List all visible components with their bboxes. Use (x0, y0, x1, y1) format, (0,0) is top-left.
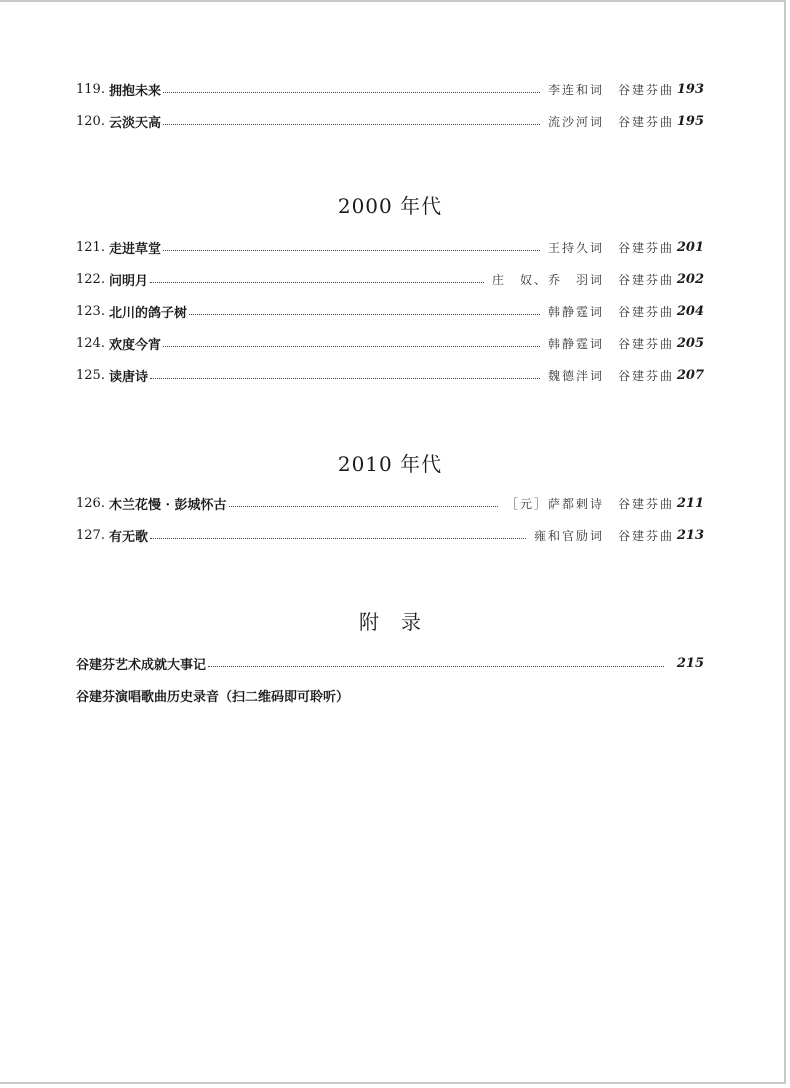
entry-number: 120. (76, 113, 105, 129)
entry-page-number: 207 (676, 367, 704, 383)
entry-composer: 谷建芬曲 (617, 528, 674, 543)
entry-lyricist: 庄 奴、乔 羽词 (491, 272, 604, 287)
entry-title: 走进草堂 (108, 241, 161, 257)
entry-composer: 谷建芬曲 (617, 272, 674, 287)
dot-leader (163, 123, 540, 125)
entry-page-number: 201 (676, 239, 704, 255)
entry-title: 木兰花慢 · 彭城怀古 (108, 497, 227, 513)
dot-leader (189, 313, 540, 315)
entry-page-number: 193 (676, 81, 704, 97)
dot-leader (163, 249, 540, 251)
toc-entry[interactable] (76, 492, 704, 514)
appendix-entry[interactable] (76, 684, 704, 706)
dot-leader (150, 377, 540, 379)
entry-lyricist: 李连和词 (547, 82, 604, 97)
entry-composer: 谷建芬曲 (617, 304, 674, 319)
section-heading-2010s: 2010 年代 (337, 452, 443, 476)
entry-number: 122. (76, 271, 105, 287)
entry-page-number: 205 (676, 335, 704, 351)
entry-title: 读唐诗 (108, 369, 148, 385)
entry-page-number: 204 (676, 303, 704, 319)
toc-entry[interactable] (76, 268, 704, 290)
section-heading-2000s: 2000 年代 (337, 194, 443, 218)
appendix-entry-title: 谷建芬演唱歌曲历史录音（扫二维码即可聆听） (76, 689, 350, 705)
appendix-entry[interactable] (76, 652, 704, 674)
entry-lyricist: 雍和官励词 (533, 528, 604, 543)
entry-composer: 谷建芬曲 (617, 240, 674, 255)
appendix-entry-page-number: 215 (676, 655, 704, 671)
entry-title: 问明月 (108, 273, 148, 289)
entry-number: 126. (76, 495, 105, 511)
entry-number: 124. (76, 335, 105, 351)
entry-lyricist: 王持久词 (547, 240, 604, 255)
appendix-heading: 附录 (359, 610, 443, 634)
entry-page-number: 202 (676, 271, 704, 287)
dot-leader (163, 91, 540, 93)
entry-lyricist: 流沙河词 (547, 114, 604, 129)
entry-number: 127. (76, 527, 105, 543)
entry-number: 125. (76, 367, 105, 383)
entry-composer: 谷建芬曲 (617, 336, 674, 351)
entry-number: 119. (76, 81, 105, 97)
entry-title: 欢度今宵 (108, 337, 161, 353)
toc-entry[interactable] (76, 332, 704, 354)
toc-entry[interactable] (76, 524, 704, 546)
toc-entry[interactable] (76, 300, 704, 322)
entry-composer: 谷建芬曲 (617, 114, 674, 129)
entry-lyricist: 魏德泮词 (547, 368, 604, 383)
entry-composer: 谷建芬曲 (617, 496, 674, 511)
entry-title: 拥抱未来 (108, 83, 161, 99)
entry-number: 123. (76, 303, 105, 319)
toc-entry[interactable] (76, 110, 704, 132)
entry-composer: 谷建芬曲 (617, 368, 674, 383)
toc-entry[interactable] (76, 236, 704, 258)
entry-page-number: 211 (676, 495, 704, 511)
entry-page-number: 213 (676, 527, 704, 543)
entry-lyricist: 韩静霆词 (547, 336, 604, 351)
entry-page-number: 195 (676, 113, 704, 129)
entry-lyricist: 韩静霆词 (547, 304, 604, 319)
dot-leader (163, 345, 540, 347)
dot-leader (208, 665, 664, 667)
entry-number: 121. (76, 239, 105, 255)
dot-leader (150, 281, 484, 283)
entry-title: 北川的鸽子树 (108, 305, 187, 321)
entry-lyricist: ［元］萨都剌诗 (505, 496, 604, 511)
entry-composer: 谷建芬曲 (617, 82, 674, 97)
appendix-entry-title: 谷建芬艺术成就大事记 (76, 657, 207, 673)
entry-title: 云淡天高 (108, 115, 161, 131)
dot-leader (229, 505, 498, 507)
entry-title: 有无歌 (108, 529, 148, 545)
toc-entry[interactable] (76, 364, 704, 386)
toc-entry[interactable] (76, 78, 704, 100)
dot-leader (150, 537, 526, 539)
